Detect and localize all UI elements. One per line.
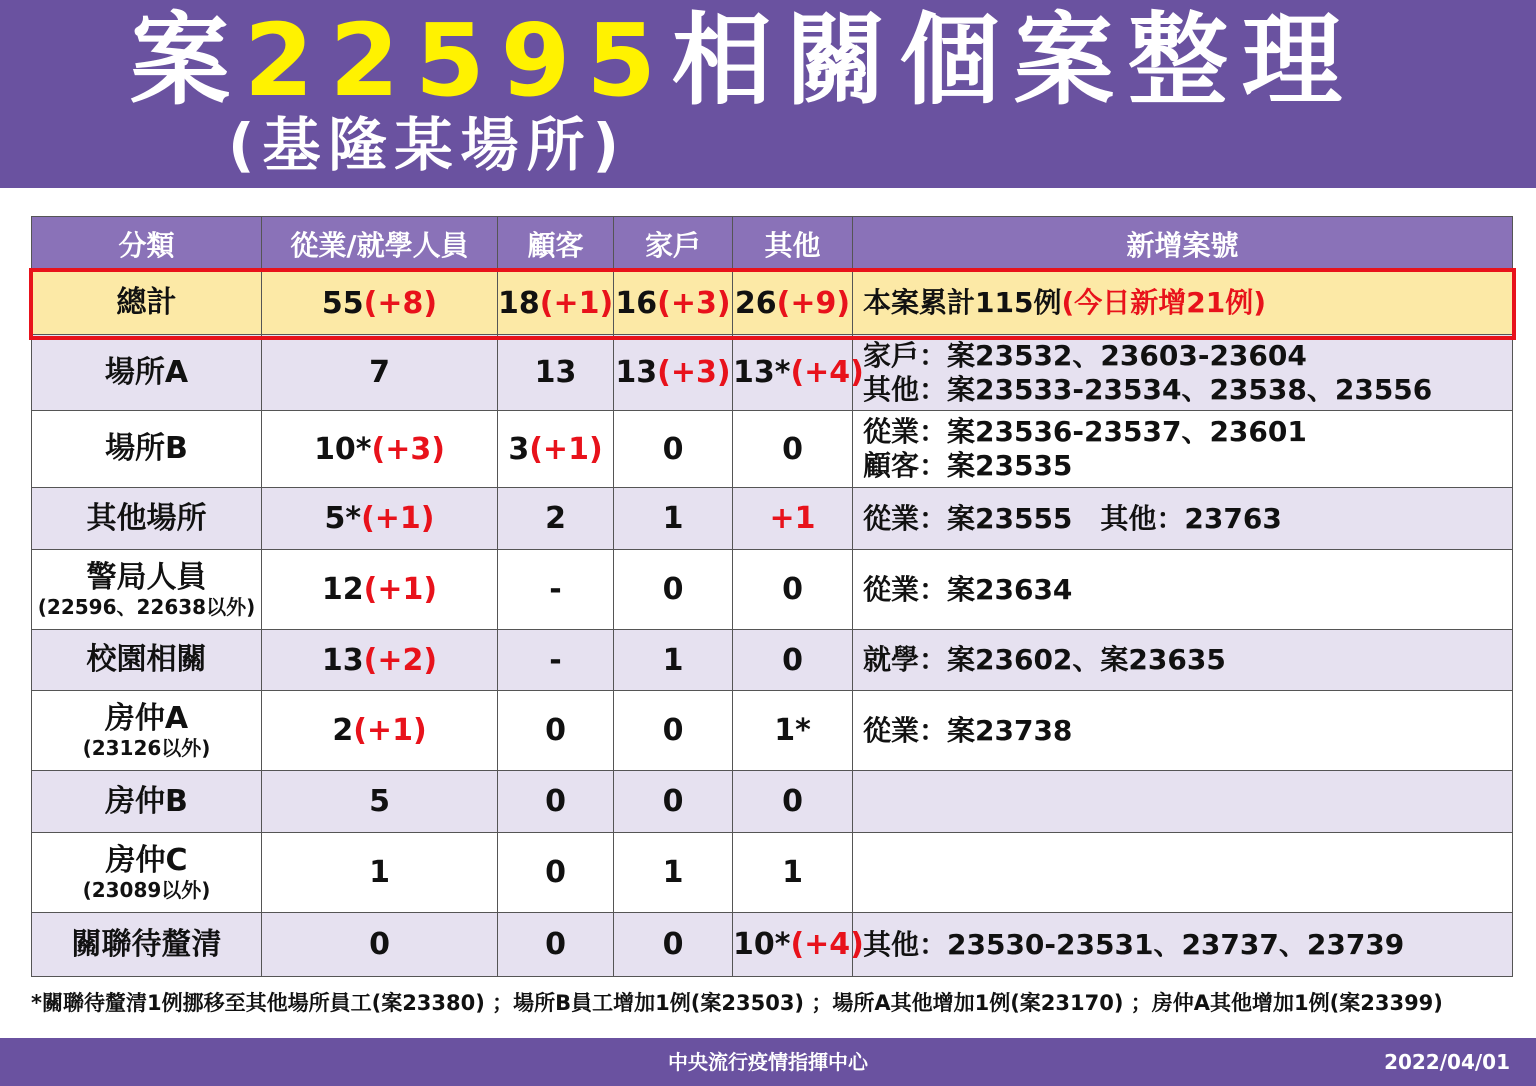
other-cell: +1 [733,488,853,550]
staff-cell: 5 [262,771,498,833]
case-table [31,216,1513,977]
title-prefix: 案 [130,2,244,119]
household-cell: 0 [614,411,733,488]
table-row-campus [32,630,1513,691]
cases-cell [853,771,1513,833]
page-subtitle: (基隆某場所) [228,111,628,179]
customer-cell: 13 [498,335,614,411]
cases-cell: 從業：案23555 其他：23763 [853,488,1513,550]
table-row-agency-a [32,691,1513,771]
total-staff: 55(+8) [262,272,498,335]
staff-cell: 13(+2) [262,630,498,691]
table-row-police [32,550,1513,630]
household-cell: 0 [614,913,733,977]
household-cell: 1 [614,833,733,913]
row-label: 警局人員 (22596、22638以外) [32,550,262,630]
other-cell: 0 [733,550,853,630]
cases-cell: 從業：案23738 [853,691,1513,771]
customer-cell: 0 [498,913,614,977]
row-label: 其他場所 [32,488,262,550]
row-label: 校園相關 [32,630,262,691]
header-staff: 從業/就學人員 [262,217,498,272]
page-title [130,2,1356,120]
header-banner [0,0,1536,188]
cases-cell: 就學：案23602、案23635 [853,630,1513,691]
customer-cell: - [498,630,614,691]
household-cell: 1 [614,488,733,550]
staff-cell: 1 [262,833,498,913]
header-customer: 顧客 [498,217,614,272]
cases-cell: 從業：案23536-23537、23601 顧客：案23535 [853,411,1513,488]
cases-cell: 其他：23530-23531、23737、23739 [853,913,1513,977]
total-label: 總計 [32,272,262,335]
household-cell: 0 [614,771,733,833]
row-label: 房仲C (23089以外) [32,833,262,913]
table-row-other-venues [32,488,1513,550]
staff-cell: 12(+1) [262,550,498,630]
row-label: 關聯待釐清 [32,913,262,977]
header-category: 分類 [32,217,262,272]
other-cell: 10*(+4) [733,913,853,977]
title-case-number: 22595 [244,2,672,119]
total-row [32,272,1513,335]
table-header-row [32,217,1513,272]
cases-cell: 家戶：案23532、23603-23604 其他：案23533-23534、23538、23556 [853,335,1513,411]
other-cell: 0 [733,411,853,488]
customer-cell: 0 [498,771,614,833]
title-suffix: 相關個案整理 [671,2,1356,119]
customer-cell: - [498,550,614,630]
customer-cell: 0 [498,691,614,771]
table-row-unclear [32,913,1513,977]
total-customer: 18(+1) [498,272,614,335]
staff-cell: 2(+1) [262,691,498,771]
table-row-agency-b [32,771,1513,833]
footer-date: 2022/04/01 [1384,1050,1510,1074]
other-cell: 0 [733,771,853,833]
household-cell: 0 [614,691,733,771]
row-label: 場所A [32,335,262,411]
staff-cell: 0 [262,913,498,977]
other-cell: 13*(+4) [733,335,853,411]
cases-cell: 從業：案23634 [853,550,1513,630]
footnote: *關聯待釐清1例挪移至其他場所員工(案23380) ；場所B員工增加1例(案23503) ；場所A其他增加1例(案23170) ；房仲A其他增加1例(案23399) [31,991,1443,1015]
row-label: 房仲A (23126以外) [32,691,262,771]
other-cell: 1 [733,833,853,913]
household-cell: 0 [614,550,733,630]
row-label: 場所B [32,411,262,488]
total-cases: 本案累計115例(今日新增21例) [853,272,1513,335]
staff-cell: 10*(+3) [262,411,498,488]
staff-cell: 7 [262,335,498,411]
customer-cell: 3(+1) [498,411,614,488]
header-household: 家戶 [614,217,733,272]
row-note: (23089以外) [82,877,211,902]
household-cell: 13(+3) [614,335,733,411]
cases-cell [853,833,1513,913]
other-cell: 0 [733,630,853,691]
header-new-cases: 新增案號 [853,217,1513,272]
footer-bar [0,1038,1536,1086]
row-note: (22596、22638以外) [37,594,256,619]
staff-cell: 5*(+1) [262,488,498,550]
total-household: 16(+3) [614,272,733,335]
header-other: 其他 [733,217,853,272]
footer-org: 中央流行疫情指揮中心 [668,1050,868,1074]
customer-cell: 0 [498,833,614,913]
total-other: 26(+9) [733,272,853,335]
customer-cell: 2 [498,488,614,550]
table-row-venue-a [32,335,1513,411]
table-row-venue-b [32,411,1513,488]
row-label: 房仲B [32,771,262,833]
row-note: (23126以外) [82,735,211,760]
household-cell: 1 [614,630,733,691]
other-cell: 1* [733,691,853,771]
table-row-agency-c [32,833,1513,913]
